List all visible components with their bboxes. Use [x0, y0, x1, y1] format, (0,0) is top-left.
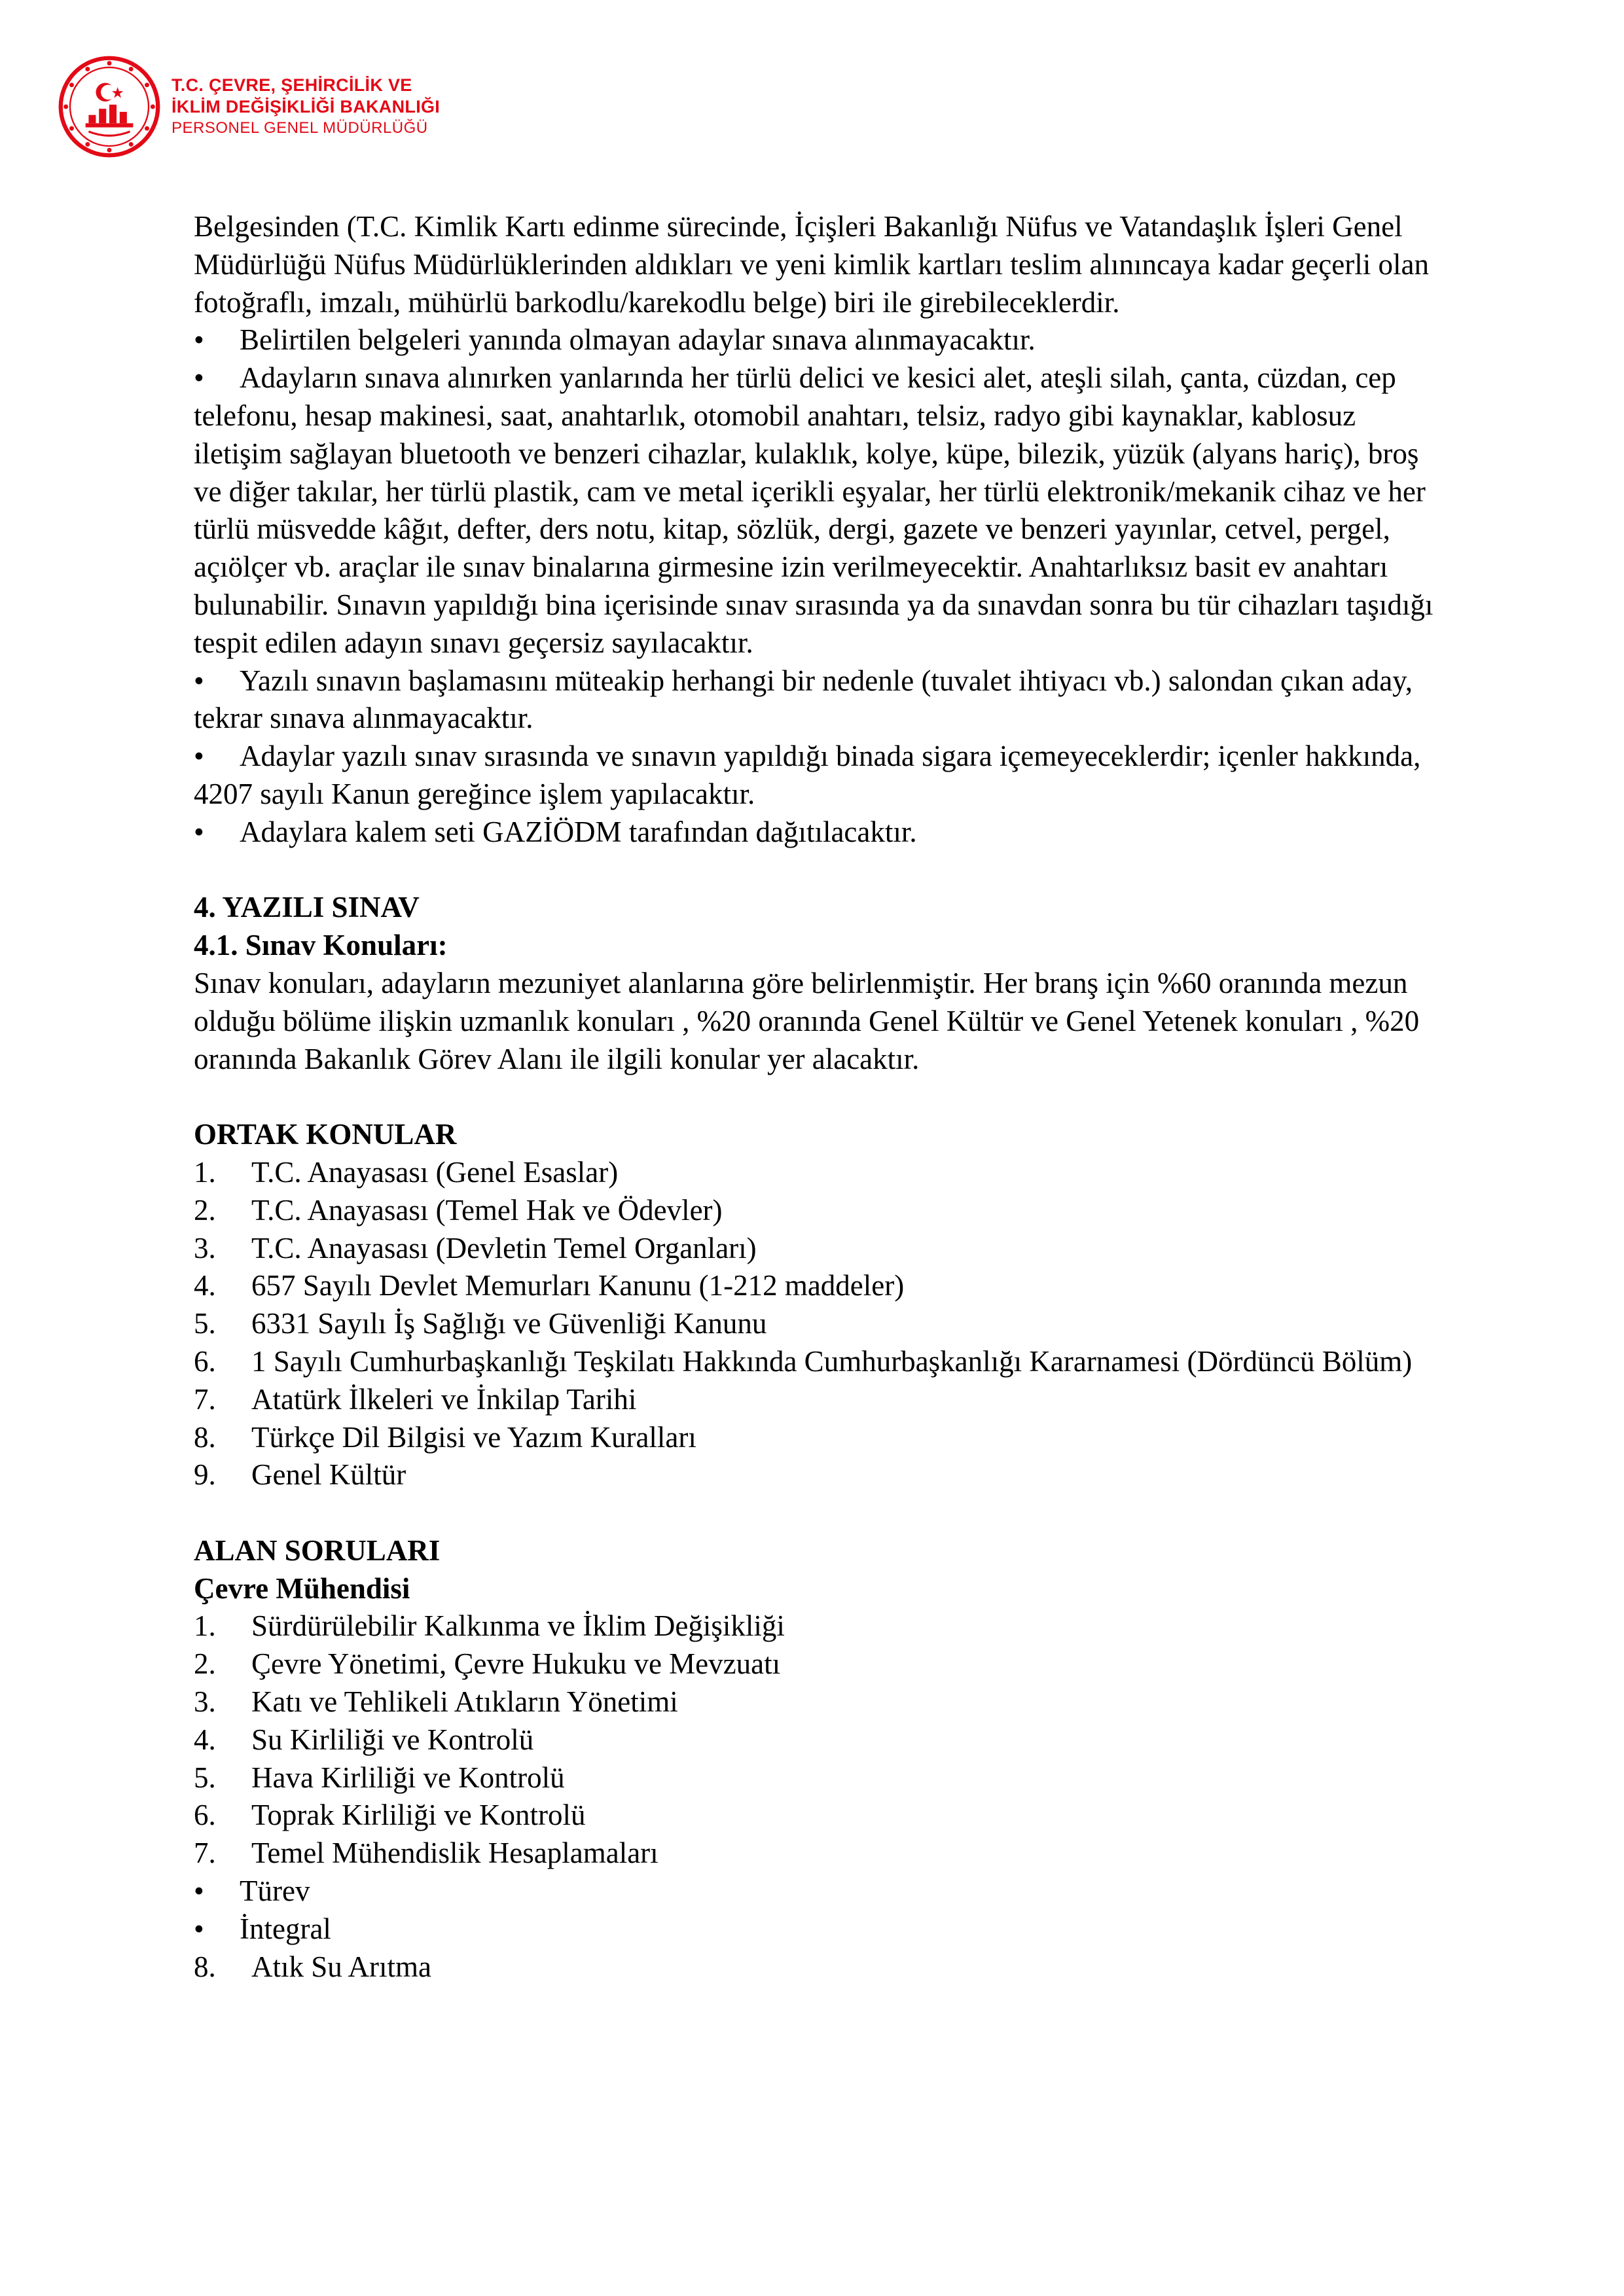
list-item	[194, 1721, 1451, 1759]
list-text: T.C. Anayasası (Genel Esaslar)	[251, 1155, 619, 1189]
section-title: 4. YAZILI SINAV	[194, 891, 420, 924]
list-text: Hava Kirliliği ve Kontrolü	[251, 1761, 565, 1794]
ministry-name-line1: T.C. ÇEVRE, ŞEHİRCİLİK VE	[171, 75, 412, 95]
ministry-name	[171, 75, 440, 139]
list-item	[194, 1419, 1451, 1457]
list-item	[194, 1873, 1451, 1910]
rule-text: Yazılı sınavın başlamasını müteakip herhangi bir nedenle (tuvalet ihtiyacı vb.) salondan çıkan aday, tekrar sınava alınmayacaktır.	[194, 664, 1413, 735]
list-item	[194, 1797, 1451, 1835]
list-number: 7.	[194, 1382, 216, 1416]
list-text: Sürdürülebilir Kalkınma ve İklim Değişikliği	[251, 1609, 785, 1643]
subsection-title: 4.1. Sınav Konuları:	[194, 929, 448, 962]
bullet-icon: •	[194, 1874, 204, 1908]
field-topics-list	[194, 1607, 1451, 1986]
rule-item	[194, 814, 1451, 852]
list-item	[194, 1456, 1451, 1494]
list-item	[194, 1910, 1451, 1948]
list-number: 1.	[194, 1155, 216, 1189]
list-number: 6.	[194, 1799, 216, 1832]
list-item	[194, 1683, 1451, 1721]
list-item	[194, 1192, 1451, 1230]
list-item	[194, 1343, 1451, 1381]
list-number: 1.	[194, 1609, 216, 1643]
list-text: 1 Sayılı Cumhurbaşkanlığı Teşkilatı Hakkında Cumhurbaşkanlığı Kararnamesi (Dördüncü Bölüm)	[251, 1344, 1413, 1378]
ministry-department: PERSONEL GENEL MÜDÜRLÜĞÜ	[171, 119, 428, 137]
list-number: 7.	[194, 1837, 216, 1870]
list-text: Türkçe Dil Bilgisi ve Yazım Kuralları	[251, 1420, 696, 1454]
list-text: T.C. Anayasası (Devletin Temel Organları)	[251, 1231, 757, 1265]
list-item	[194, 1381, 1451, 1419]
bullet-icon: •	[194, 815, 204, 848]
common-topics-title: ORTAK KONULAR	[194, 1118, 457, 1151]
list-number: 5.	[194, 1761, 216, 1794]
list-number: 6.	[194, 1344, 216, 1378]
bullet-icon: •	[194, 740, 204, 773]
bullet-icon: •	[194, 664, 204, 697]
list-text: Atatürk İlkeleri ve İnkilap Tarihi	[251, 1382, 637, 1416]
list-number: 5.	[194, 1307, 216, 1340]
list-number: 8.	[194, 1950, 216, 1983]
ministry-seal-icon	[58, 55, 161, 158]
list-number: 2.	[194, 1647, 216, 1681]
list-text: T.C. Anayasası (Temel Hak ve Ödevler)	[251, 1193, 723, 1227]
list-text: Genel Kültür	[251, 1458, 406, 1492]
list-text: Su Kirliliği ve Kontrolü	[251, 1723, 534, 1756]
rule-item	[194, 662, 1451, 738]
document-body	[194, 208, 1451, 1986]
intro-paragraph: Belgesinden (T.C. Kimlik Kartı edinme sürecinde, İçişleri Bakanlığı Nüfus ve Vatandaşlık İşleri Genel Müdürlüğü Nüfus Müdürlüklerinden aldıkları ve yeni kimlik kartları teslim alınıncaya kadar geçerli olan fotoğraflı, imzalı, mühürlü barkodlu/karekodlu belge) biri ile girebileceklerdir.	[194, 210, 1429, 319]
list-item	[194, 1305, 1451, 1343]
rule-item	[194, 321, 1451, 359]
rule-text: Belirtilen belgeleri yanında olmayan adaylar sınava alınmayacaktır.	[240, 323, 1036, 357]
list-item	[194, 1948, 1451, 1986]
rule-item	[194, 738, 1451, 814]
list-number: 8.	[194, 1420, 216, 1454]
list-number: 3.	[194, 1231, 216, 1265]
list-text: 6331 Sayılı İş Sağlığı ve Güvenliği Kanunu	[251, 1307, 767, 1340]
list-number: 2.	[194, 1193, 216, 1227]
list-number: 4.	[194, 1723, 216, 1756]
bullet-icon: •	[194, 361, 204, 395]
list-text: Atık Su Arıtma	[251, 1950, 432, 1983]
list-text: 657 Sayılı Devlet Memurları Kanunu (1-212 maddeler)	[251, 1269, 905, 1302]
field-subtitle: Çevre Mühendisi	[194, 1571, 410, 1605]
ministry-header	[58, 55, 440, 158]
list-text: Katı ve Tehlikeli Atıkların Yönetimi	[251, 1685, 678, 1719]
list-item	[194, 1230, 1451, 1268]
section-paragraph: Sınav konuları, adayların mezuniyet alanlarına göre belirlenmiştir. Her branş için %60 oranında mezun olduğu bölüme ilişkin uzmanlık konuları , %20 oranında Genel Kültür ve Genel Yetenek konuları , %20 oranında Bakanlık Görev Alanı ile ilgili konular yer alacaktır.	[194, 966, 1420, 1075]
list-number: 4.	[194, 1269, 216, 1302]
list-text: İntegral	[240, 1912, 331, 1945]
bullet-icon: •	[194, 323, 204, 357]
list-item	[194, 1835, 1451, 1873]
common-topics-list	[194, 1154, 1451, 1494]
ministry-name-line2: İKLİM DEĞİŞİKLİĞİ BAKANLIĞI	[171, 97, 441, 117]
list-number: 9.	[194, 1458, 216, 1492]
field-questions-title: ALAN SORULARI	[194, 1534, 441, 1567]
list-text: Türev	[240, 1874, 310, 1908]
list-text: Çevre Yönetimi, Çevre Hukuku ve Mevzuatı	[251, 1647, 781, 1681]
list-number: 3.	[194, 1685, 216, 1719]
list-item	[194, 1759, 1451, 1797]
list-item	[194, 1267, 1451, 1305]
rule-text: Adaylar yazılı sınav sırasında ve sınavın yapıldığı binada sigara içemeyeceklerdir; içenler hakkında, 4207 sayılı Kanun gereğince işlem yapılacaktır.	[194, 740, 1421, 810]
rule-text: Adayların sınava alınırken yanlarında her türlü delici ve kesici alet, ateşli silah, çanta, cüzdan, cep telefonu, hesap makinesi, saat, anahtarlık, otomobil anahtarı, telsiz, radyo gibi kaynaklar, kablosuz iletişim sağlayan bluetooth ve benzeri cihazlar, kulaklık, kolye, küpe, bilezik, yüzük (alyans hariç), broş ve diğer takılar, her türlü plastik, cam ve metal içerikli eşyalar, her türlü elektronik/mekanik cihaz ve her türlü müsvedde kâğıt, defter, ders notu, kitap, sözlük, dergi, gazete ve benzeri yayınlar, cetvel, pergel, açıölçer vb. araçlar ile sınav binalarına girmesine izin verilmeyecektir. Anahtarlıksız basit ev anahtarı bulunabilir. Sınavın yapıldığı bina içerisinde sınav sırasında ya da sınavdan sonra bu tür cihazları taşıdığı tespit edilen adayın sınavı geçersiz sayılacaktır.	[194, 361, 1434, 659]
list-item	[194, 1154, 1451, 1192]
rule-text: Adaylara kalem seti GAZİÖDM tarafından dağıtılacaktır.	[240, 815, 917, 848]
list-item	[194, 1607, 1451, 1645]
list-text: Temel Mühendislik Hesaplamaları	[251, 1837, 659, 1870]
rule-item	[194, 359, 1451, 662]
list-item	[194, 1645, 1451, 1683]
list-text: Toprak Kirliliği ve Kontrolü	[251, 1799, 586, 1832]
bullet-icon: •	[194, 1912, 204, 1945]
